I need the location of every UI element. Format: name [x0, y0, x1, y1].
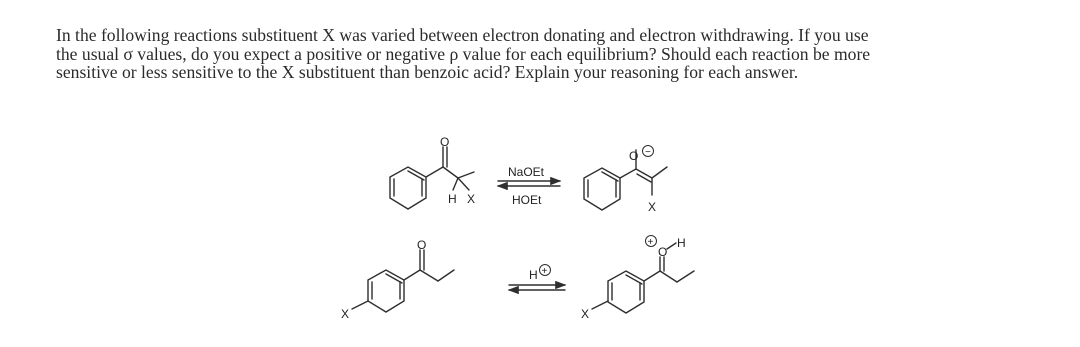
- x-substituent-label: X: [648, 200, 657, 214]
- question-line-2: the usual σ values, do you expect a positive or negative ρ value for each equilibrium? Should each reaction be more: [56, 43, 871, 64]
- o-h-bond: [667, 243, 676, 249]
- protonated-oxygen-label: O: [658, 245, 668, 259]
- h-bond: [453, 178, 458, 190]
- alpha-bond: [443, 167, 458, 178]
- reagent-hoet: HOEt: [512, 193, 542, 207]
- enolate-oxygen-label: O: [629, 149, 639, 163]
- ethyl-bond-1: [420, 270, 438, 281]
- reaction2-product: [581, 236, 694, 322]
- question-line-3: sensitive or less sensitive to the X substituent than benzoic acid? Explain your reasoning for each answer.: [56, 62, 799, 83]
- x-substituent-label: X: [581, 307, 590, 321]
- ethyl-bond-2: [438, 270, 454, 281]
- ring-to-enolate-bond: [620, 169, 636, 178]
- c-c-double-bond: [636, 169, 652, 178]
- carbonyl-oxygen-label: O: [440, 135, 450, 149]
- hydroxyl-hydrogen-label: H: [677, 236, 686, 250]
- positive-charge-sign: +: [647, 237, 654, 248]
- hydrogen-label: H: [448, 192, 457, 206]
- reaction2-reactant: [341, 238, 454, 321]
- reaction1-equilibrium-arrows: [498, 165, 560, 207]
- negative-charge-sign: −: [645, 147, 651, 158]
- x-substituent-label: X: [467, 192, 476, 206]
- reagent-naoet: NaOEt: [508, 165, 545, 179]
- positive-charge-sign: +: [541, 266, 548, 277]
- methyl-bond: [458, 172, 474, 178]
- ethyl-bond-2: [677, 271, 694, 282]
- ring-to-carbonyl-bond: [644, 271, 660, 281]
- carbonyl-oxygen-label: O: [417, 238, 427, 252]
- methyl-bond: [652, 167, 667, 178]
- benzene-ring: [584, 168, 620, 210]
- ring-to-carbonyl-bond: [426, 167, 443, 177]
- benzene-ring: [368, 270, 404, 312]
- benzene-ring: [390, 167, 426, 209]
- x-bond: [458, 178, 469, 190]
- reagent-proton: H: [529, 268, 538, 282]
- reaction2-equilibrium-arrows: [509, 265, 565, 291]
- ethyl-bond-1: [660, 271, 677, 282]
- x-bond: [352, 301, 368, 309]
- benzene-ring: [608, 271, 644, 313]
- ring-to-carbonyl-bond: [404, 270, 420, 280]
- reaction1-reactant: [390, 135, 475, 209]
- question-line-1: In the following reactions substituent X was varied between electron donating and electron withdrawing. If you use: [56, 25, 869, 45]
- c-c-double-bond-2: [637, 174, 651, 182]
- reaction1-product: [584, 146, 667, 215]
- x-substituent-label: X: [341, 307, 350, 321]
- x-bond: [592, 301, 608, 309]
